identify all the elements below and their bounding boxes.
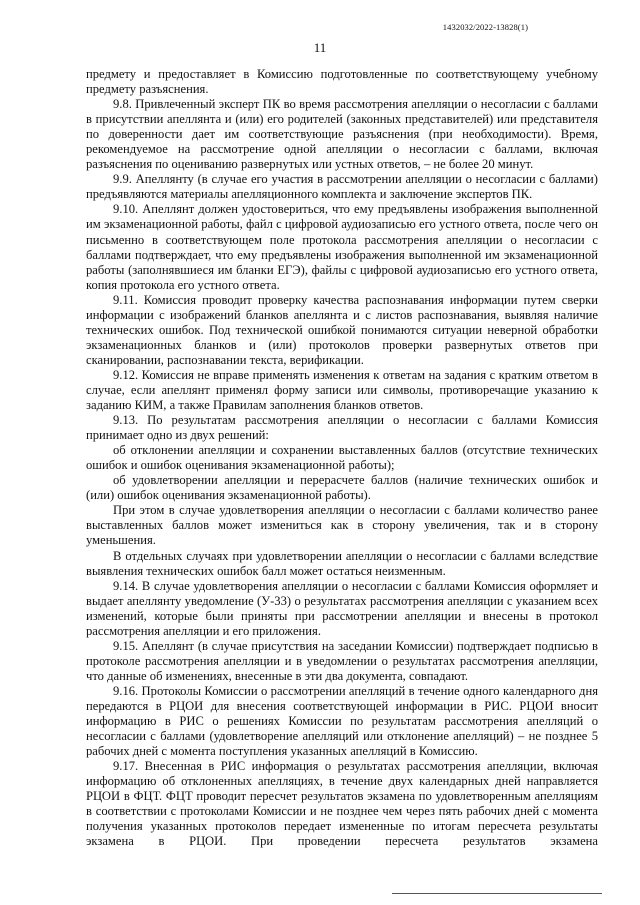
paragraph-score-unchanged: В отдельных случаях при удовлетворении апелляции о несогласии с баллами вследствие выявления технических ошибок балл может остаться неизменным. (86, 548, 598, 578)
document-number: 1432032/2022-13828(1) (442, 22, 528, 32)
paragraph-9-8: 9.8. Привлеченный эксперт ПК во время рассмотрения апелляции о несогласии с баллами в присутствии апеллянта и (или) его родителей (законных представителей) или представителя по доверенности дает им соответствующие разъяснения (при необходимости). Время, рекомендуемое на рассмотрение одной апелляции о несогласии с баллами, включая разъяснения по оцениванию развернутых или устных ответов, – не более 20 минут. (86, 97, 598, 172)
decision-option-reject: об отклонении апелляции и сохранении выставленных баллов (отсутствие технических ошибок и ошибок оценивания экзаменационной работы); (86, 443, 598, 473)
paragraph-9-16: 9.16. Протоколы Комиссии о рассмотрении апелляций в течение одного календарного дня передаются в РЦОИ для внесения соответствующей информации в РИС. РЦОИ вносит информацию в РИС о решениях Комиссии по результатам рассмотрения апелляций о несогласии с баллами (удовлетворение апелляций или отклонение апелляций) – не позднее 5 рабочих дней с момента поступления указанных апелляций в Комиссию. (86, 683, 598, 759)
paragraph-9-14: 9.14. В случае удовлетворения апелляции о несогласии с баллами Комиссия оформляет и выдает апеллянту уведомление (У-33) о результатах рассмотрения апелляции с указанием всех изменений, которые были приняты при рассмотрении апелляции и внесены в протокол рассмотрения апелляции и его приложения. (86, 578, 598, 638)
paragraph-9-9: 9.9. Апеллянту (в случае его участия в рассмотрении апелляции о несогласии с баллами) предъявляются материалы апелляционного комплекта и заключение экспертов ПК. (86, 172, 598, 202)
page-number: 11 (313, 40, 327, 55)
paragraph-9-11: 9.11. Комиссия проводит проверку качества распознавания информации путем сверки информации с изображений бланков апеллянта и с листов распознавания, выявляя наличие технических ошибок. Под технической ошибкой понимаются ситуации неверной обработки экзаменационных бланков и (или) протоколов проверки развернутых ответов при сканировании, распознавании текста, верификации. (86, 292, 598, 367)
paragraph-9-15: 9.15. Апеллянт (в случае присутствия на заседании Комиссии) подтверждает подписью в протоколе рассмотрения апелляции и в уведомлении о результатах рассмотрения апелляции, что данные об изменениях, внесенные в эти два документа, совпадают. (86, 638, 598, 683)
paragraph-score-change: При этом в случае удовлетворения апелляции о несогласии с баллами количество ранее выставленных баллов может измениться как в сторону увеличения, так и в сторону уменьшения. (86, 503, 598, 548)
document-body (86, 67, 598, 849)
paragraph-9-10: 9.10. Апеллянт должен удостовериться, что ему предъявлены изображения выполненной им экзаменационной работы, файл с цифровой аудиозаписью его устного ответа, после чего он письменно в соответствующем поле протокола рассмотрения апелляции о несогласии с баллами подтверждает, что ему предъявлены изображения выполненной им экзаменационной работы (заполнявшиеся им бланки ЕГЭ), файлы с цифровой аудиозаписью его устного ответа, копия протокола его устного ответа. (86, 202, 598, 292)
paragraph-9-12: 9.12. Комиссия не вправе применять изменения к ответам на задания с кратким ответом в случае, если апеллянт применял форму записи или символы, противоречащие указанию к заданию КИМ, а также Правилам заполнения бланков ответов. (86, 367, 598, 413)
paragraph-continuation: предмету и предоставляет в Комиссию подготовленные по соответствующему учебному предмету разъяснения. (86, 67, 598, 97)
paragraph-9-17: 9.17. Внесенная в РИС информация о результатах рассмотрения апелляции, включая информацию об отклоненных апелляциях, в течение двух календарных дней направляется РЦОИ в ФЦТ. ФЦТ проводит пересчет результатов экзамена по удовлетворенным апелляциям в соответствии с протоколами Комиссии и не позднее чем через пять рабочих дней с момента получения указанных протоколов передает измененные по итогам пересчета результаты экзамена в РЦОИ. При проведении пересчета результатов экзамена (86, 759, 598, 849)
paragraph-9-13: 9.13. По результатам рассмотрения апелляции о несогласии с баллами Комиссия принимает одно из двух решений: (86, 413, 598, 443)
decision-option-satisfy: об удовлетворении апелляции и перерасчете баллов (наличие технических ошибок и (или) ошибок оценивания экзаменационной работы). (86, 473, 598, 503)
footer-divider (392, 893, 602, 894)
